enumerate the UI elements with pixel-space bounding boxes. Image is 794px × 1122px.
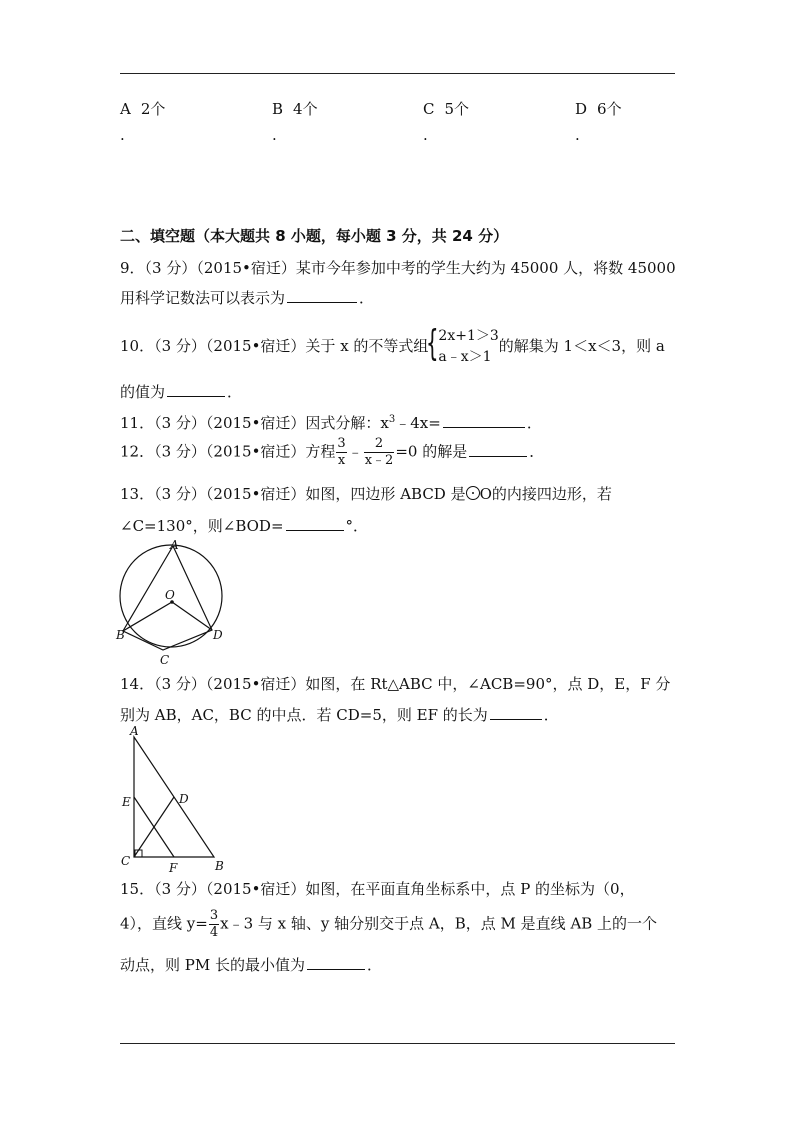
circle-dot-symbol: [466, 486, 480, 500]
q10-line1: [120, 323, 665, 368]
q11-superscript: 3: [388, 414, 396, 425]
q13-text2: ∠C=130°，则∠BOD=: [120, 517, 284, 535]
q12-end: ．: [529, 442, 545, 461]
q14-end: ．: [543, 706, 559, 724]
inequality-1: 2x+1＞3: [438, 328, 499, 344]
option-letter: B: [272, 100, 284, 118]
q9-end: ．: [359, 289, 375, 307]
q15-text-a: 4），直线 y=: [120, 914, 208, 933]
option-text: 2个: [140, 100, 166, 118]
q10-tail: 的解集为 1＜x＜3，则 a: [498, 337, 665, 355]
q13-line1: [120, 483, 612, 504]
inequality-system: [426, 323, 499, 368]
q11-end: ．: [526, 414, 542, 432]
q10-text: 10．（3 分）（2015•宿迁）关于 x 的不等式组: [120, 337, 429, 355]
footer-rule: [120, 1043, 675, 1044]
q9-line1: 9．（3 分）（2015•宿迁）某市今年参加中考的学生大约为 45000 人，将数 45000: [120, 259, 676, 277]
option-dot: .: [575, 126, 580, 144]
fraction-2-over-x-2: [364, 436, 395, 469]
option-a: [120, 98, 166, 144]
option-text: 5个: [444, 100, 470, 118]
brace-glyph: {: [426, 323, 440, 364]
q15-line3: [120, 954, 382, 975]
option-dot: .: [120, 126, 125, 144]
answer-blank: [287, 288, 357, 303]
q13-end: °．: [345, 517, 369, 535]
label-e: E: [122, 795, 131, 809]
fraction-numerator: 3: [337, 436, 346, 451]
label-d: D: [179, 792, 189, 806]
option-b: [272, 98, 318, 144]
answer-blank: [167, 382, 225, 397]
option-d: [575, 98, 622, 144]
q15-text-b: x﹣3 与 x 轴、y 轴分别交于点 A，B，点 M 是直线 AB 上的一个: [220, 914, 658, 933]
option-text: 6个: [597, 100, 622, 118]
q12-text: 12．（3 分）（2015•宿迁）方程: [120, 442, 336, 461]
q10-line2: [120, 381, 242, 402]
fraction-denominator: x﹣2: [364, 453, 394, 468]
label-b: B: [215, 859, 224, 873]
fraction-3-over-x: [336, 436, 346, 469]
fraction-denominator: x: [337, 453, 346, 468]
circle-quadrilateral-figure: [115, 538, 230, 668]
q9-text: 用科学记数法可以表示为: [120, 289, 286, 307]
label-c: C: [160, 653, 170, 667]
q13-line2: [120, 515, 368, 536]
label-b: B: [116, 628, 125, 642]
q12-rest: =0 的解是: [395, 442, 468, 461]
circle-label: O: [479, 485, 492, 503]
option-c: [423, 98, 470, 144]
label-a: A: [130, 725, 139, 738]
header-rule: [120, 73, 675, 74]
q13-tail: 的内接四边形，若: [491, 485, 612, 503]
q12-line: [120, 436, 544, 469]
answer-blank: [490, 705, 542, 720]
answer-blank: [443, 413, 525, 428]
right-triangle-figure: [115, 725, 235, 875]
q13-text: 13．（3 分）（2015•宿迁）如图，四边形 ABCD 是: [120, 485, 466, 503]
label-c: C: [121, 854, 131, 868]
q9-line2: [120, 287, 374, 308]
section-heading: 二、填空题（本大题共 8 小题，每小题 3 分，共 24 分）: [120, 227, 509, 245]
fraction-numerator: 2: [364, 436, 395, 453]
option-dot: .: [423, 126, 428, 144]
label-a: A: [170, 538, 179, 552]
fraction-denominator: 4: [209, 925, 219, 940]
q15-text3: 动点，则 PM 长的最小值为: [120, 956, 305, 974]
answer-blank: [469, 442, 527, 457]
option-letter: A: [120, 100, 131, 118]
answer-blank: [286, 516, 344, 531]
q11-text: 11．（3 分）（2015•宿迁）因式分解：x: [120, 414, 389, 432]
option-dot: .: [272, 126, 277, 144]
fraction-numerator: 3: [209, 908, 219, 923]
label-f: F: [169, 861, 178, 875]
q10-text2: 的值为: [120, 383, 166, 401]
option-text: 4个: [293, 100, 318, 118]
q12-minus: ﹣: [347, 442, 363, 461]
q10-end: ．: [227, 383, 243, 401]
fraction-3-over-4: [209, 908, 219, 941]
q15-line2: [120, 908, 657, 941]
inequality-2: a﹣x＞1: [438, 349, 492, 365]
q15-line1: 15．（3 分）（2015•宿迁）如图，在平面直角坐标系中，点 P 的坐标为（0，: [120, 880, 635, 898]
q11-rest: ﹣4x=: [395, 414, 441, 432]
q14-line2: [120, 704, 559, 725]
option-letter: C: [423, 100, 435, 118]
label-d: D: [213, 628, 223, 642]
segments-ob-od: [123, 602, 212, 631]
q14-line1: 14．（3 分）（2015•宿迁）如图，在 Rt△ABC 中，∠ACB=90°，点 D，E，F 分: [120, 675, 671, 693]
q11-line: [120, 412, 542, 433]
q14-text2: 别为 AB，AC，BC 的中点．若 CD=5，则 EF 的长为: [120, 706, 488, 724]
q15-end: ．: [367, 956, 383, 974]
label-o: O: [165, 588, 175, 602]
option-letter: D: [575, 100, 588, 118]
answer-blank: [307, 955, 365, 970]
